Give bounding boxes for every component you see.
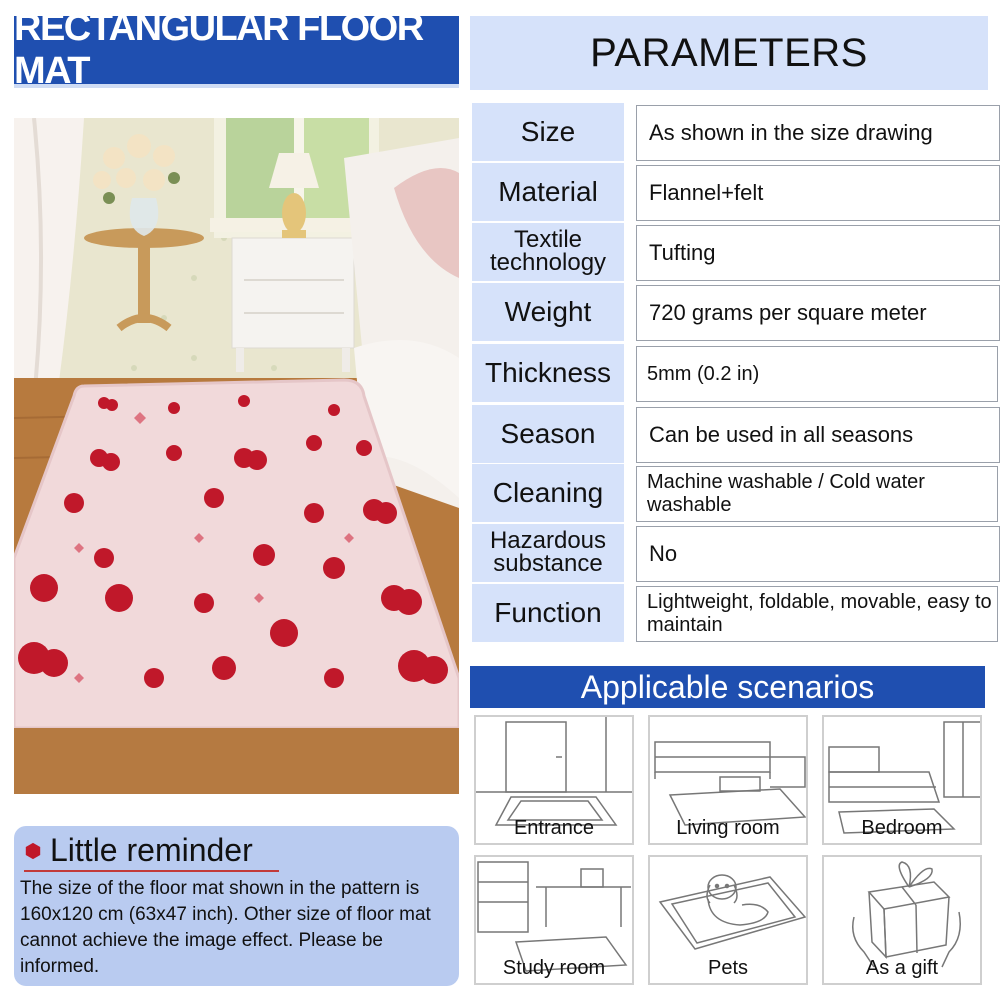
param-value: Tufting: [636, 225, 1000, 281]
param-label: Thickness: [472, 344, 624, 402]
param-label: Season: [472, 405, 624, 463]
param-row-weight: [470, 283, 988, 341]
scenario-card-gift: [822, 855, 982, 985]
param-value: 5mm (0.2 in): [636, 346, 998, 402]
scenarios-title: [470, 666, 985, 708]
param-value: Lightweight, foldable, movable, easy to maintain: [636, 586, 998, 642]
param-row-textile-technology: [470, 223, 988, 281]
parameters-title: [470, 16, 988, 90]
param-label: Weight: [472, 283, 624, 341]
scenario-label: Entrance: [513, 817, 595, 839]
param-value: 720 grams per square meter: [636, 285, 1000, 341]
param-label: Function: [472, 584, 624, 642]
reminder-heading: [24, 832, 279, 872]
scenario-label: As a gift: [865, 957, 939, 979]
param-label: Textile technology: [472, 223, 624, 281]
param-value: No: [636, 526, 1000, 582]
scenario-label: Bedroom: [861, 817, 943, 839]
product-title-text: RECTANGULAR FLOOR MAT: [14, 7, 423, 92]
scenario-card-bedroom: [822, 715, 982, 845]
room-scene-illustration: [14, 118, 459, 794]
parameters-title-text: PARAMETERS: [590, 30, 868, 75]
product-title: [14, 7, 459, 92]
param-row-hazardous-substance: [470, 524, 988, 582]
param-row-size: [470, 103, 988, 161]
scenario-label: Pets: [707, 957, 749, 979]
param-value: Machine washable / Cold water washable: [636, 466, 998, 522]
param-row-cleaning: [470, 464, 988, 522]
scenario-label: Study room: [502, 957, 606, 979]
scenario-card-pets: [648, 855, 808, 985]
reminder-title-text: Little reminder: [50, 832, 253, 868]
param-label: Hazardous substance: [472, 524, 624, 582]
hexagon-bullet-icon: [24, 842, 42, 860]
param-row-thickness: [470, 344, 988, 402]
room-photo: [14, 118, 459, 794]
param-row-season: [470, 405, 988, 463]
scenario-card-living-room: [648, 715, 808, 845]
param-value: Flannel+felt: [636, 165, 1000, 221]
scenario-label: Living room: [676, 817, 780, 839]
reminder-box: [14, 826, 459, 986]
scenario-card-study-room: [474, 855, 634, 985]
param-label: Size: [472, 103, 624, 161]
scenario-card-entrance: [474, 715, 634, 845]
param-value: Can be used in all seasons: [636, 407, 1000, 463]
param-value: As shown in the size drawing: [636, 105, 1000, 161]
scenarios-title-text: Applicable scenarios: [580, 668, 875, 705]
param-row-material: [470, 163, 988, 221]
param-label: Cleaning: [472, 464, 624, 522]
param-row-function: [470, 584, 992, 642]
param-label: Material: [472, 163, 624, 221]
reminder-text: The size of the floor mat shown in the pattern is 160x120 cm (63x47 inch). Other size of floor mat cannot achieve the image effect. Please be informed.: [20, 878, 431, 977]
